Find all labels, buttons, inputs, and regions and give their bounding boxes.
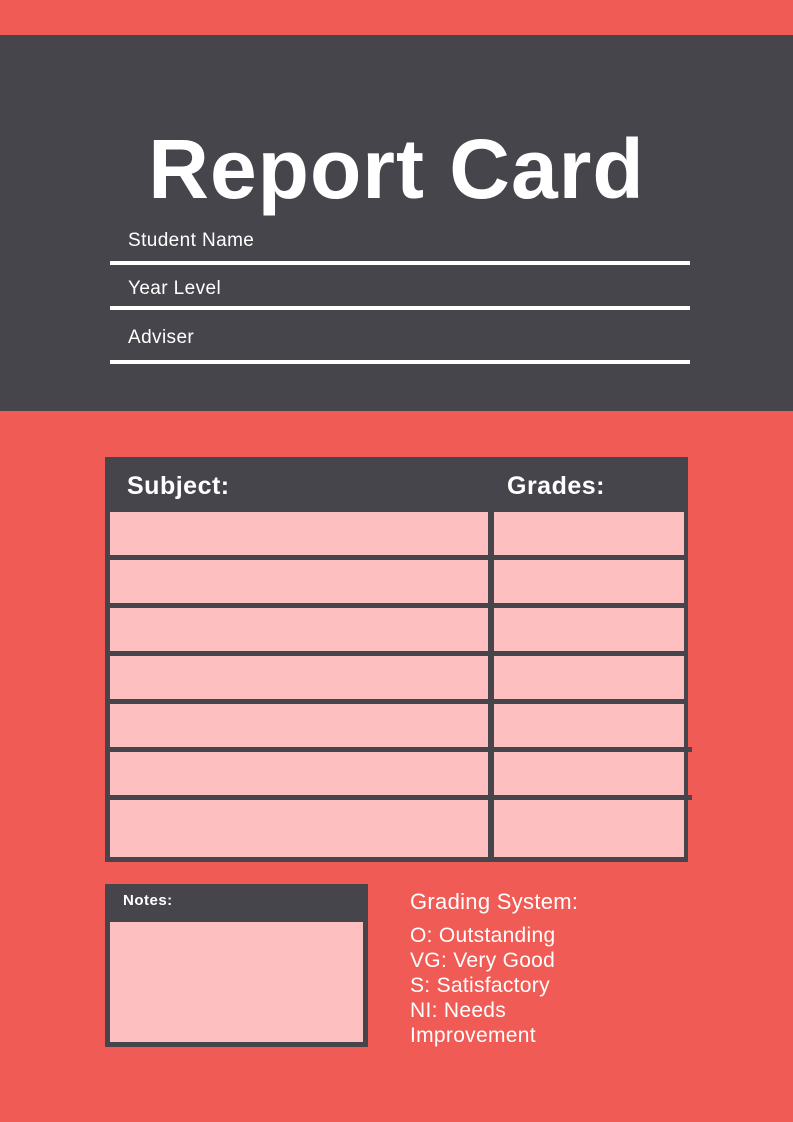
subject-cell[interactable]	[110, 608, 488, 651]
year-level-label: Year Level	[128, 278, 222, 299]
table-row	[105, 704, 688, 747]
subject-cell[interactable]	[110, 800, 488, 857]
table-row	[105, 560, 688, 603]
grading-system-item: S: Satisfactory	[410, 974, 550, 997]
table-rows	[105, 512, 688, 857]
subject-cell[interactable]	[110, 752, 488, 795]
year-level-input-line[interactable]	[110, 306, 690, 310]
notes-label: Notes:	[123, 892, 173, 909]
grade-cell[interactable]	[494, 800, 684, 857]
grade-cell[interactable]	[494, 656, 684, 699]
header-panel	[0, 35, 793, 411]
notes-panel	[105, 884, 368, 1047]
grading-system-legend	[410, 889, 630, 1048]
notes-input-area[interactable]	[110, 922, 363, 1042]
subject-cell[interactable]	[110, 560, 488, 603]
page-title: Report Card	[148, 122, 645, 216]
grading-system-item: NI: Needs Improvement	[410, 999, 536, 1047]
student-name-label: Student Name	[128, 230, 255, 251]
grade-cell[interactable]	[494, 512, 684, 555]
grades-column-header: Grades:	[507, 472, 605, 500]
table-edge-tick	[688, 795, 692, 800]
subject-cell[interactable]	[110, 704, 488, 747]
grade-cell[interactable]	[494, 704, 684, 747]
subject-column-header: Subject:	[127, 472, 230, 500]
adviser-label: Adviser	[128, 327, 195, 348]
grading-system-item: VG: Very Good	[410, 949, 556, 972]
table-row	[105, 800, 688, 857]
student-name-input-line[interactable]	[110, 261, 690, 265]
table-row	[105, 512, 688, 555]
table-row	[105, 752, 688, 795]
table-row	[105, 608, 688, 651]
grades-table	[105, 457, 688, 862]
adviser-input-line[interactable]	[110, 360, 690, 364]
table-row	[105, 656, 688, 699]
grade-cell[interactable]	[494, 560, 684, 603]
grade-cell[interactable]	[494, 752, 684, 795]
subject-cell[interactable]	[110, 512, 488, 555]
subject-cell[interactable]	[110, 656, 488, 699]
grading-system-item: O: Outstanding	[410, 924, 556, 947]
grading-system-list	[410, 923, 610, 1048]
table-edge-tick	[688, 747, 692, 752]
grade-cell[interactable]	[494, 608, 684, 651]
grading-system-title: Grading System:	[410, 889, 579, 914]
